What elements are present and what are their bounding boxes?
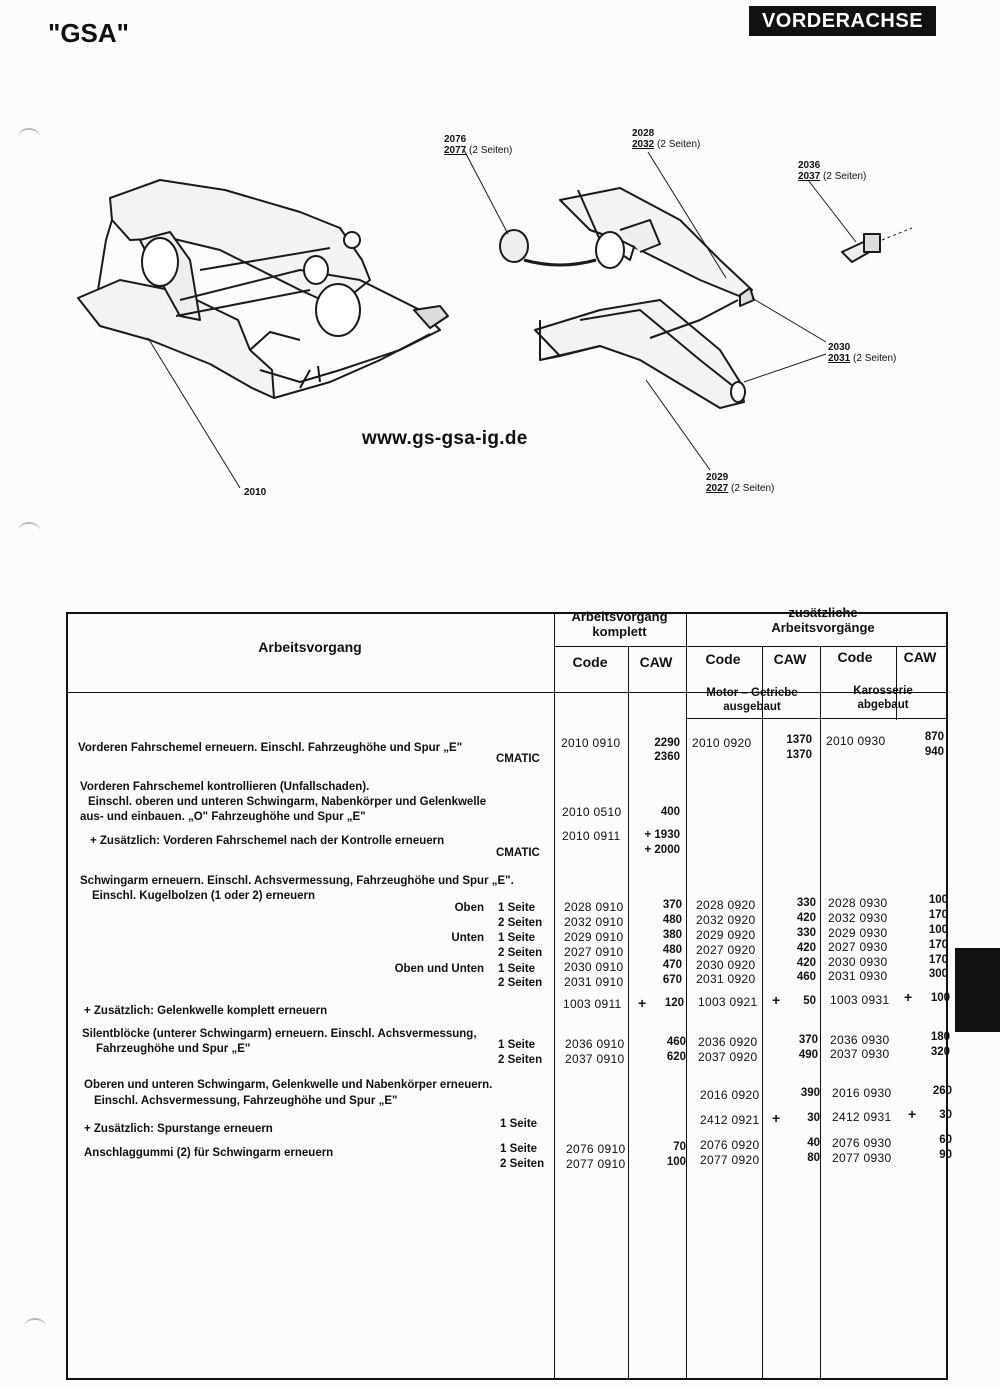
code-cell: 2016 0920 [700,1088,760,1102]
header-caw-3: CAW [903,649,937,665]
callout-2076-2077: 2076 2077 (2 Seiten) [444,134,513,156]
caw-cell: 370 [798,1034,818,1046]
caw-cell: 80 [807,1152,820,1164]
caw-cell: + 1930 [644,829,680,841]
caw-cell: 170 [928,909,948,921]
code-cell: 2010 0920 [692,736,752,750]
code-cell: 2031 0930 [828,969,888,983]
code-cell: 2027 0920 [696,943,756,957]
caw-cell: 300 [928,968,948,980]
caw-cell: 480 [662,944,682,956]
label-1-seite: 1 Seite [500,1143,538,1155]
code-cell: 2036 0910 [565,1037,625,1051]
code-cell: 2028 0910 [564,900,624,914]
code-cell: 2076 0930 [832,1136,892,1150]
label-2-seiten: 2 Seiten [500,1158,545,1170]
code-cell: 2029 0920 [696,928,756,942]
code-cell: 2032 0910 [564,915,624,929]
label-2-seiten: 2 Seiten [498,977,543,989]
label-2-seiten: 2 Seiten [498,917,543,929]
code-cell: 2028 0920 [696,898,756,912]
silent-block-drawing [842,228,912,262]
desc-fahrschemel-erneuern: Vorderen Fahrschemel erneuern. Einschl. Fahrzeughöhe und Spur „E" [78,742,463,754]
label-2-seiten: 2 Seiten [498,1054,543,1066]
header-code-3: Code [837,649,873,665]
code-cell: 2010 0911 [562,829,621,843]
desc-schwingarm-erneuern: Schwingarm erneuern. Einschl. Achsvermessung, Fahrzeughöhe und Spur „E". [80,875,514,887]
desc-cmatic-2: CMATIC [496,847,540,859]
caw-cell: 420 [796,942,816,954]
code-cell: 2029 0910 [564,930,624,944]
caw-cell: 100 [928,894,948,906]
code-cell: 2076 0910 [566,1142,626,1156]
code-cell: 2077 0930 [832,1151,892,1165]
plus-sign: + [908,1106,917,1122]
label-unten: Unten [451,932,484,944]
section-badge: VORDERACHSE [749,6,936,36]
caw-cell: 1370 [786,734,812,746]
desc-oberen-unteren-schwingarm: Oberen und unteren Schwingarm, Gelenkwelle und Nabenkörper erneuern. [84,1079,493,1091]
code-cell: 2028 0930 [828,896,888,910]
desc-zusaetzlich-gelenkwelle: + Zusätzlich: Gelenkwelle komplett erneuern [84,1005,328,1017]
code-cell: 1003 0931 [830,993,890,1007]
caw-cell: 330 [796,927,816,939]
code-cell: 2077 0910 [566,1157,626,1171]
caw-cell: 370 [662,899,682,911]
code-cell: 2027 0930 [828,940,888,954]
desc-schwingarm-erneuern-2: Einschl. Kugelbolzen (1 oder 2) erneuern [92,890,316,902]
code-cell: 2076 0920 [700,1138,760,1152]
desc-fahrschemel-kontrollieren-3: aus- und einbauen. „O" Fahrzeughöhe und Spur „E" [80,811,366,823]
code-cell: 2031 0920 [696,972,756,986]
code-cell: 2077 0920 [700,1153,760,1167]
plus-sign: + [638,995,647,1011]
header-karosserie: Karosserie abgebaut [853,685,913,711]
header-zusaetzliche: zusätzliche Arbeitsvorgänge [771,605,875,635]
code-cell: 2036 0920 [698,1035,758,1049]
caw-cell: 380 [662,929,682,941]
desc-fahrschemel-kontrollieren-2: Einschl. oberen und unteren Schwingarm, Nabenkörper und Gelenkwelle [88,796,487,808]
caw-cell: 90 [939,1149,952,1161]
punch-hole-mark [18,522,40,540]
code-cell: 2010 0910 [561,736,621,750]
caw-cell: 60 [939,1134,952,1146]
bump-stop-drawing [500,230,528,262]
code-cell: 2037 0930 [830,1047,890,1061]
model-title: "GSA" [48,18,129,48]
code-cell: 2036 0930 [830,1033,890,1047]
caw-cell: 870 [924,731,944,743]
caw-cell: 490 [798,1049,818,1061]
label-1-seite: 1 Seite [500,1118,538,1130]
caw-cell: 620 [666,1051,686,1063]
caw-cell: 50 [803,995,816,1007]
label-oben: Oben [454,902,484,914]
wishbone-assembly-drawing [535,188,754,408]
code-cell: 1003 0911 [563,997,622,1011]
caw-cell: 180 [930,1031,950,1043]
desc-anschlaggummi: Anschlaggummi (2) für Schwingarm erneuern [84,1147,334,1159]
caw-cell: 170 [928,954,948,966]
caw-cell: 940 [924,746,944,758]
callout-2010: 2010 [244,487,267,498]
code-cell: 2030 0920 [696,958,756,972]
caw-cell: 470 [662,959,682,971]
caw-cell: 400 [660,806,680,818]
caw-cell: 260 [932,1085,952,1097]
code-cell: 2412 0931 [832,1110,892,1124]
code-cell: 2037 0920 [698,1050,758,1064]
caw-cell: 460 [796,971,816,983]
caw-cell: 330 [796,897,816,909]
desc-fahrschemel-kontrollieren: Vorderen Fahrschemel kontrollieren (Unfallschaden). [80,781,370,793]
front-subframe-drawing [78,180,448,398]
header-komplett: Arbeitsvorgang komplett [571,609,668,639]
code-cell: 2412 0921 [700,1113,760,1127]
caw-cell: 480 [662,914,682,926]
label-1-seite: 1 Seite [498,902,536,914]
plus-sign: + [904,989,913,1005]
code-cell: 2027 0910 [564,945,624,959]
caw-cell: 2360 [654,751,680,763]
caw-cell: 70 [673,1141,686,1153]
caw-cell: 1370 [786,749,812,761]
desc-silentbloecke: Silentblöcke (unterer Schwingarm) erneuern. Einschl. Achsvermessung, [82,1028,477,1040]
caw-cell: 420 [796,957,816,969]
website-url: www.gs-gsa-ig.de [362,428,528,449]
code-cell: 2032 0930 [828,911,888,925]
callout-2029-2027: 2029 2027 (2 Seiten) [706,472,775,494]
caw-cell: 2290 [654,737,680,749]
callout-2028-2032: 2028 2032 (2 Seiten) [632,128,701,150]
code-cell: 2030 0910 [564,960,624,974]
caw-cell: 460 [666,1036,686,1048]
header-code-2: Code [705,651,741,667]
header-code-1: Code [572,654,608,670]
label-1-seite: 1 Seite [498,1039,536,1051]
code-cell: 2010 0510 [562,805,622,819]
code-cell: 2037 0910 [565,1052,625,1066]
header-arbeitsvorgang: Arbeitsvorgang [258,639,362,655]
code-cell: 2029 0930 [828,926,888,940]
caw-cell: 100 [666,1156,686,1168]
code-cell: 2031 0910 [564,975,624,989]
caw-cell: 100 [928,924,948,936]
caw-cell: 100 [930,992,950,1004]
code-cell: 2010 0930 [826,734,886,748]
callout-2036-2037: 2036 2037 (2 Seiten) [798,160,867,182]
label-oben-und-unten: Oben und Unten [394,963,484,975]
caw-cell: 40 [807,1137,820,1149]
caw-cell: 120 [664,997,684,1009]
caw-cell: 420 [796,912,816,924]
label-1-seite: 1 Seite [498,932,536,944]
caw-cell: + 2000 [644,844,680,856]
plus-sign: + [772,1110,781,1126]
label-1-seite: 1 Seite [498,963,536,975]
caw-cell: 670 [662,974,682,986]
header-motor-getriebe: Motor – Getriebe ausgebaut [706,687,798,713]
header-caw-1: CAW [639,654,673,670]
label-2-seiten: 2 Seiten [498,947,543,959]
caw-cell: 390 [800,1087,820,1099]
caw-cell: 170 [928,939,948,951]
code-cell: 2030 0930 [828,955,888,969]
code-cell: 1003 0921 [698,995,758,1009]
desc-zusaetzlich-spurstange: + Zusätzlich: Spurstange erneuern [84,1123,273,1135]
plus-sign: + [772,992,781,1008]
desc-silentbloecke-2: Fahrzeughöhe und Spur „E" [96,1043,251,1055]
caw-cell: 30 [807,1112,820,1124]
desc-cmatic: CMATIC [496,753,540,765]
caw-cell: 30 [939,1109,952,1121]
header-caw-2: CAW [773,651,807,667]
code-cell: 2032 0920 [696,913,756,927]
section-tab-marker [955,948,1000,1032]
desc-zusaetzlich-fahrschemel: + Zusätzlich: Vorderen Fahrschemel nach der Kontrolle erneuern [90,835,445,847]
desc-oberen-unteren-schwingarm-2: Einschl. Achsvermessung, Fahrzeughöhe und Spur „E" [94,1095,398,1107]
punch-hole-mark [24,1318,46,1336]
caw-cell: 320 [930,1046,950,1058]
code-cell: 2016 0930 [832,1086,892,1100]
callout-2030-2031: 2030 2031 (2 Seiten) [828,342,897,364]
